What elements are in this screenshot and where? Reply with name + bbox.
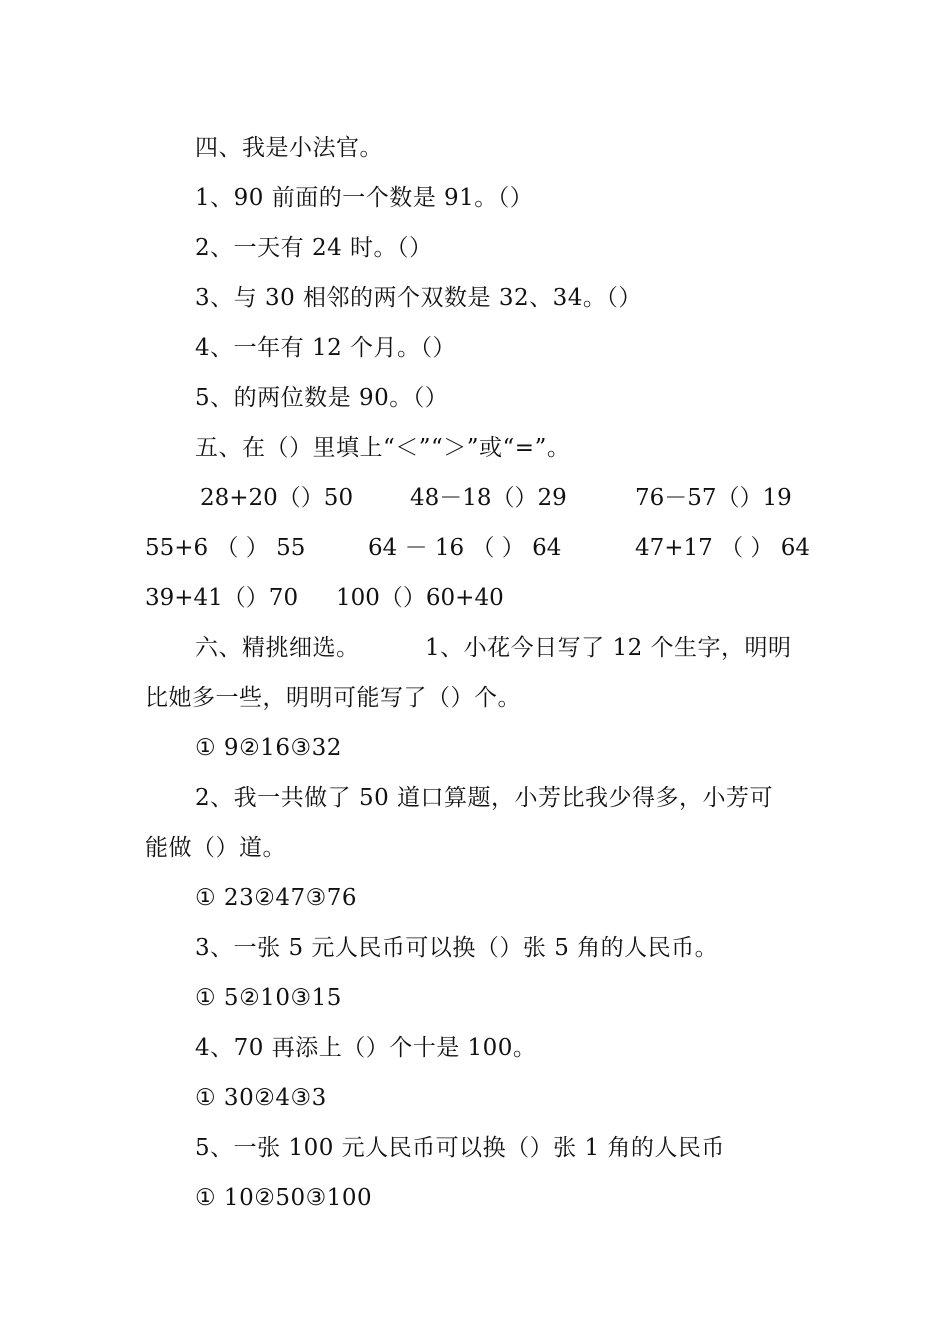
choice-q5-options: ① 10②50③100 <box>195 1185 373 1211</box>
section-four-heading: 四、我是小法官。 <box>195 135 383 161</box>
judge-item-4: 4、一年有 12 个月。（） <box>195 335 457 361</box>
choice-q5: 5、一张 100 元人民币可以换（）张 1 角的人民币 <box>195 1135 725 1161</box>
compare-cell: 55+6 （ ） 55 <box>145 535 306 561</box>
choice-q2-options: ① 23②47③76 <box>195 885 357 911</box>
judge-item-1: 1、90 前面的一个数是 91。（） <box>195 185 534 211</box>
compare-cell: 28+20（）50 <box>200 485 354 511</box>
choice-q4: 4、70 再添上（）个十是 100。 <box>195 1035 537 1061</box>
judge-item-3: 3、与 30 相邻的两个双数是 32、34。（） <box>195 285 642 311</box>
compare-cell: 76－57（）19 <box>635 485 792 511</box>
choice-q3-options: ① 5②10③15 <box>195 985 342 1011</box>
judge-item-5: 5、的两位数是 90。（） <box>195 385 449 411</box>
choice-q3: 3、一张 5 元人民币可以换（）张 5 角的人民币。 <box>195 935 719 961</box>
choice-q1-line2: 比她多一些，明明可能写了（）个。 <box>145 685 521 711</box>
compare-cell: 64 － 16 （ ） 64 <box>368 535 562 561</box>
choice-q2-line2: 能做（）道。 <box>145 835 286 861</box>
judge-item-2: 2、一天有 24 时。（） <box>195 235 433 261</box>
compare-cell: 47+17 （ ） 64 <box>635 535 811 561</box>
section-five-heading: 五、在（）里填上“＜”“＞”或“=”。 <box>195 435 571 461</box>
choice-q2-line1: 2、我一共做了 50 道口算题，小芳比我少得多，小芳可 <box>195 785 774 811</box>
choice-q1-options: ① 9②16③32 <box>195 735 342 761</box>
compare-cell: 39+41（）70 <box>145 585 299 611</box>
choice-q4-options: ① 30②4③3 <box>195 1085 327 1111</box>
compare-cell: 100（）60+40 <box>336 585 504 611</box>
compare-cell: 48－18（）29 <box>410 485 567 511</box>
choice-q1-line1: 1、小花今日写了 12 个生字，明明 <box>425 635 792 661</box>
section-six-heading: 六、精挑细选。 <box>195 635 360 661</box>
